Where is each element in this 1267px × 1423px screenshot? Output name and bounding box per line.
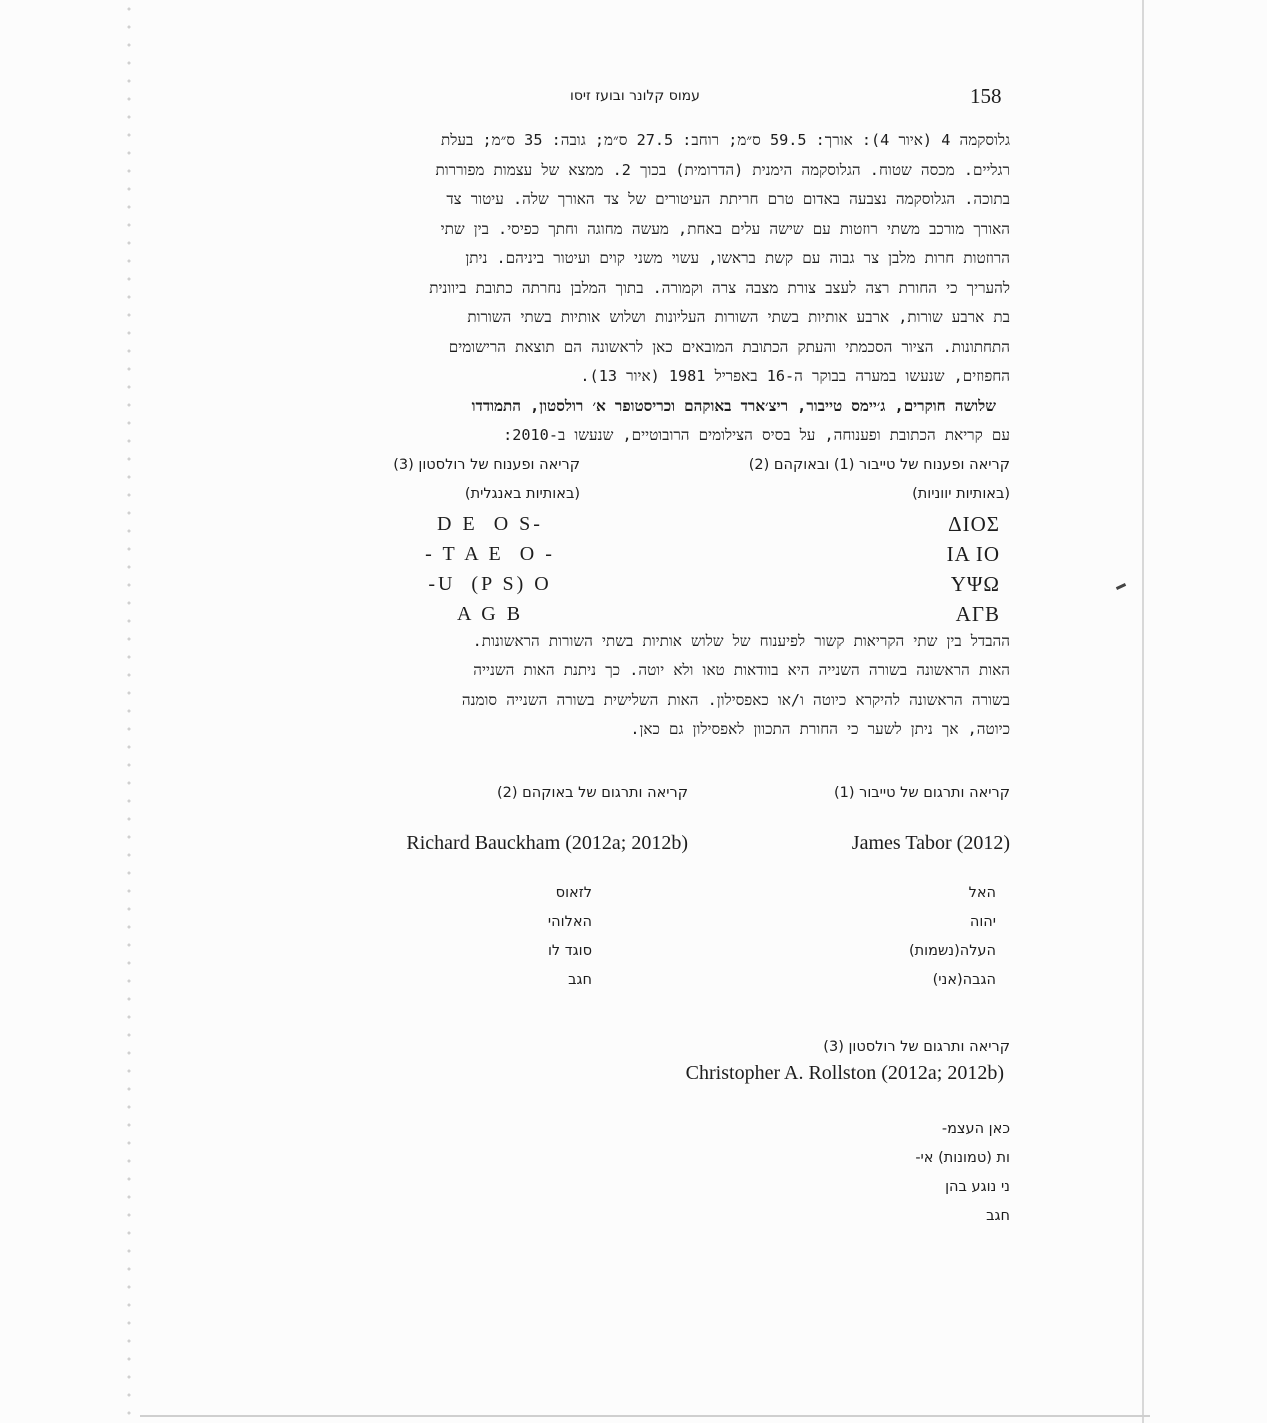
rollston-translation (290, 1115, 1010, 1231)
text-line: גלוסקמה 4 (איור 4): אורך: 59.5 ס״מ; רוחב: 27.5 ס״מ; גובה: 35 ס״מ; בעלת (441, 131, 1010, 149)
translation-line: הגבה(אני) (932, 971, 996, 988)
column-heading: קריאה ופענוח של טייבור (1) ובאוקהם (2) (748, 456, 1010, 473)
translation-line: ות (טמונות) אי- (915, 1149, 1010, 1166)
binder-perforation-edge (118, 0, 140, 1423)
text-line: התחתונות. הציור הסכמתי והעתק הכתובת המובאים כאן לראשונה הם תוצאת הרישומים (448, 337, 1010, 356)
greek-line: ΑΓΒ (955, 601, 1000, 626)
rollston-citation: Christopher A. Rollston (2012a; 2012b) (685, 1061, 1004, 1084)
intro-paragraph (290, 126, 1010, 392)
column-subheading: (באותיות באנגלית) (464, 485, 580, 502)
text-line: בתוכה. הגלוסקמה נצבעה באדום טרם חריתת העיטורים של צד האורך שלה. עיטור צד (446, 190, 1010, 208)
latin-line: A G B (456, 602, 524, 625)
latin-reading (410, 509, 570, 629)
page-content (290, 80, 1010, 1231)
tabor-column (750, 779, 1010, 995)
bauckham-translation (358, 879, 688, 995)
difference-paragraph (290, 627, 1010, 745)
text-line: להעריך כי החורת רצה לעצב צורת מצבה צרה וקמורה. בתוך המלבן נחרתה כתובת ביוונית (429, 278, 1010, 297)
text-line: האות הראשונה בשורה השנייה היא בוודאות טאו ולא יוטה. כך ניתנת האות השנייה (473, 661, 1010, 679)
greek-inscription (880, 509, 1000, 629)
rollston-heading: קריאה ותרגום של רולסטון (3) (823, 1038, 1010, 1055)
translation-line: האלוהי (547, 913, 592, 930)
greek-line: ΔΙΟΣ (948, 511, 1000, 536)
column-heading: קריאה ופענוח של רולסטון (3) (393, 456, 580, 473)
latin-line: - T A E O - (425, 542, 555, 565)
tabor-translation (750, 879, 1010, 995)
bauckham-heading: קריאה ותרגום של באוקהם (2) (496, 784, 688, 801)
bauckham-citation: Richard Bauckham (2012a; 2012b) (406, 831, 688, 854)
translation-line: העלה(נשמות) (909, 942, 996, 959)
translation-line: יהוה (969, 913, 996, 930)
translation-line: סוגד לו (547, 942, 592, 959)
tabor-citation: James Tabor (2012) (851, 831, 1010, 854)
running-header (290, 80, 1010, 120)
text-line: רגליים. מכסה שטוח. הגלוסקמה הימנית (הדרומית) בכוך 2. ממצא של עצמות מפוררות (435, 160, 1010, 179)
text-line: הרוזטות חרות מלבן צר גבוה עם קשת בראשו, עשוי משני קוים ועיטור ביניהם. ניתן (465, 249, 1010, 267)
translation-line: כאן העצמ- (941, 1120, 1010, 1137)
translation-line: לזאוס (555, 884, 592, 901)
text-line: בשורה הראשונה להיקרא כיוטה ו/או כאפסילון. האות השלישית בשורה השנייה סומנה (461, 690, 1010, 709)
latin-line: D E O S- (437, 512, 543, 535)
researchers-paragraph (290, 392, 1010, 451)
text-line: האורך מורכב משתי רוזטות עם שישה עלים באחת, מעשה מחוגה וחתך כפיסי. בין שתי (440, 219, 1010, 238)
translation-line: חגב (568, 971, 592, 988)
readings-left-column (290, 451, 580, 625)
page-edge-right (1142, 0, 1144, 1423)
page-number: 158 (970, 84, 1002, 108)
page-edge-bottom (140, 1415, 1150, 1417)
readings-section (290, 451, 1010, 627)
text-line: ההבדל בין שתי הקריאות קשור לפיענוח של שלוש אותיות בשתי השורות הראשונות. (472, 631, 1010, 650)
text-line: החפוזים, שנעשו במערה בבוקר ה-16 באפריל 1981 (איור 13). (580, 367, 1010, 385)
readings-right-column (670, 451, 1010, 626)
column-subheading: (באותיות יווניות) (912, 485, 1010, 502)
text-line: שלושה חוקרים, ג׳יימס טייבור, ריצ׳ארד באוקהם וכריסטופר א׳ רולסטון, התמודדו (471, 396, 996, 415)
running-title: עמוס קלונר ובועז זיסו (570, 88, 700, 104)
text-line: כיוטה, אך ניתן לשער כי החורת התכוון לאפסילון גם כאן. (630, 720, 1010, 738)
translation-line: האל (968, 884, 996, 901)
translation-line: ני נוגע בהן (945, 1178, 1010, 1195)
text-line: בת ארבע שורות, ארבע אותיות בשתי השורות העליונות ושלוש אותיות בשתי השורות (467, 308, 1010, 326)
greek-line: ΥΨΩ (950, 571, 1000, 596)
tabor-heading: קריאה ותרגום של טייבור (1) (833, 784, 1010, 801)
translations-section (290, 779, 1010, 1029)
latin-line: -U (P S) O (428, 572, 552, 595)
bauckham-column (358, 779, 688, 995)
text-line: עם קריאת הכתובת ופענוחה, על בסיס הצילומים הרובוטיים, שנעשו ב-2010: (503, 426, 1010, 444)
greek-line: ΙΑ ΙΟ (946, 541, 1000, 566)
translation-line: חגב (986, 1207, 1010, 1224)
rollston-section (290, 1033, 1010, 1231)
